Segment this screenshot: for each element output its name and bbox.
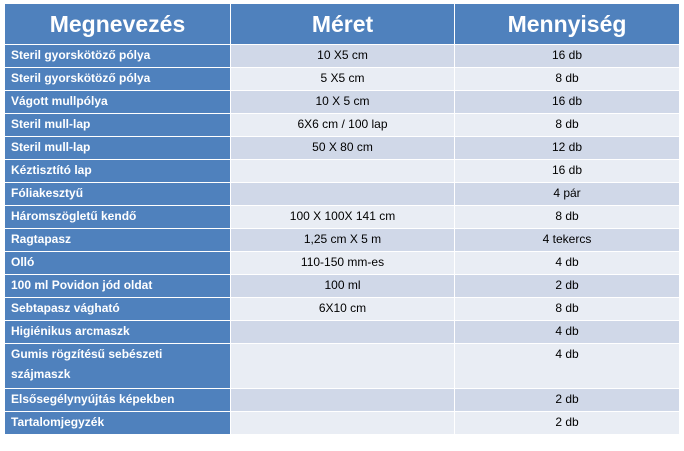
- cell-size: 1,25 cm X 5 m: [231, 229, 455, 252]
- cell-size: [231, 389, 455, 412]
- header-name: Megnevezés: [5, 4, 231, 45]
- cell-size: 5 X5 cm: [231, 68, 455, 91]
- header-size: Méret: [231, 4, 455, 45]
- table-row: [5, 275, 680, 298]
- cell-quantity: 8 db: [455, 206, 680, 229]
- cell-name: Steril mull-lap: [5, 137, 231, 160]
- table-row: [5, 321, 680, 344]
- cell-size: [231, 160, 455, 183]
- cell-quantity: 16 db: [455, 45, 680, 68]
- table-row: [5, 298, 680, 321]
- cell-name: Ragtapasz: [5, 229, 231, 252]
- cell-size: [231, 344, 455, 389]
- cell-name: Kéztisztító lap: [5, 160, 231, 183]
- cell-name: Steril gyorskötöző pólya: [5, 68, 231, 91]
- cell-size: 10 X5 cm: [231, 45, 455, 68]
- header-row: [5, 4, 680, 45]
- cell-quantity: 4 pár: [455, 183, 680, 206]
- table-row: [5, 160, 680, 183]
- cell-name: Sebtapasz vágható: [5, 298, 231, 321]
- cell-quantity: 2 db: [455, 275, 680, 298]
- cell-size: 6X6 cm / 100 lap: [231, 114, 455, 137]
- table-row: [5, 206, 680, 229]
- cell-size: 6X10 cm: [231, 298, 455, 321]
- cell-size: [231, 321, 455, 344]
- cell-name: Olló: [5, 252, 231, 275]
- cell-name: Higiénikus arcmaszk: [5, 321, 231, 344]
- cell-quantity: 2 db: [455, 389, 680, 412]
- cell-quantity: 4 db: [455, 252, 680, 275]
- cell-name: Háromszögletű kendő: [5, 206, 231, 229]
- table-row: [5, 183, 680, 206]
- cell-name: Fóliakesztyű: [5, 183, 231, 206]
- inventory-table: [4, 3, 680, 435]
- table-row: [5, 344, 680, 389]
- cell-size: 110-150 mm-es: [231, 252, 455, 275]
- cell-quantity: 16 db: [455, 160, 680, 183]
- cell-name: Steril gyorskötöző pólya: [5, 45, 231, 68]
- cell-name: Steril mull-lap: [5, 114, 231, 137]
- cell-quantity: 4 db: [455, 321, 680, 344]
- table-row: [5, 45, 680, 68]
- cell-name: Gumis rögzítésű sebészeti szájmaszk: [5, 344, 231, 389]
- table-container: [4, 3, 679, 435]
- table-row: [5, 412, 680, 435]
- header-quantity: Mennyiség: [455, 4, 680, 45]
- cell-size: 100 ml: [231, 275, 455, 298]
- cell-name: Tartalomjegyzék: [5, 412, 231, 435]
- cell-quantity: 8 db: [455, 298, 680, 321]
- cell-quantity: 8 db: [455, 114, 680, 137]
- table-row: [5, 137, 680, 160]
- table-row: [5, 114, 680, 137]
- cell-name: Elsősegélynyújtás képekben: [5, 389, 231, 412]
- cell-size: 10 X 5 cm: [231, 91, 455, 114]
- cell-name: Vágott mullpólya: [5, 91, 231, 114]
- cell-size: [231, 412, 455, 435]
- table-row: [5, 91, 680, 114]
- cell-quantity: 2 db: [455, 412, 680, 435]
- cell-size: 100 X 100X 141 cm: [231, 206, 455, 229]
- table-row: [5, 389, 680, 412]
- cell-quantity: 16 db: [455, 91, 680, 114]
- table-row: [5, 252, 680, 275]
- cell-quantity: 4 db: [455, 344, 680, 389]
- cell-quantity: 8 db: [455, 68, 680, 91]
- table-row: [5, 68, 680, 91]
- cell-size: [231, 183, 455, 206]
- cell-quantity: 12 db: [455, 137, 680, 160]
- cell-size: 50 X 80 cm: [231, 137, 455, 160]
- table-row: [5, 229, 680, 252]
- cell-name: 100 ml Povidon jód oldat: [5, 275, 231, 298]
- cell-quantity: 4 tekercs: [455, 229, 680, 252]
